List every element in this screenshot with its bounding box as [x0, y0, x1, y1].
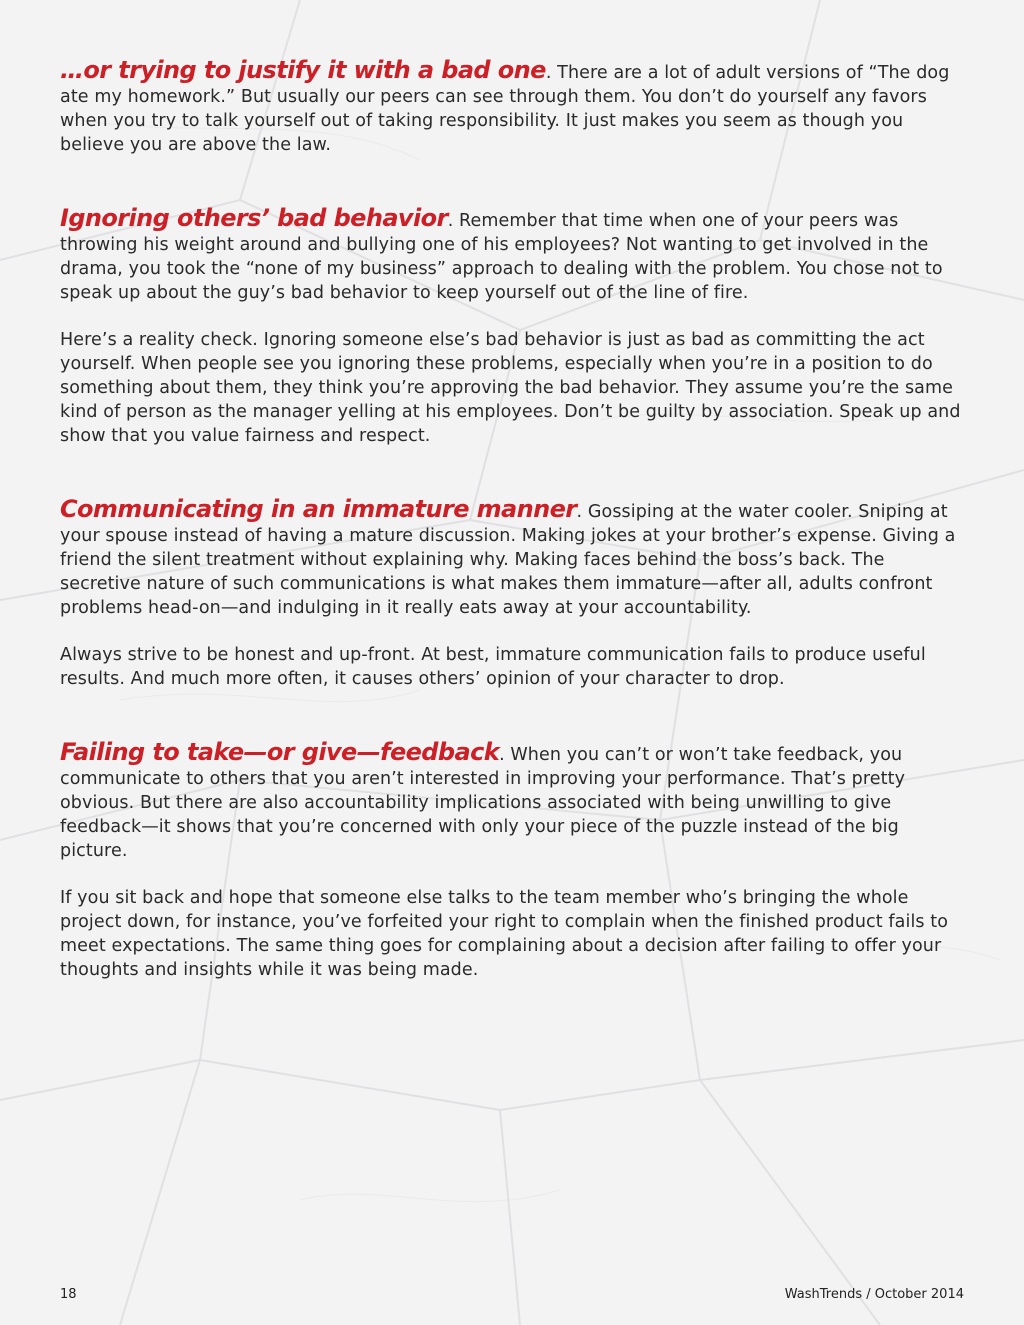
section-ignoring-text: . Remember that time when one of your peers was throwing his weight around and bullying one of his employees? Not wanting to get involved in the drama, you took the “none of my business” approach to dealing with the problem. You chose not to speak up about the guy’s bad behavior to keep yourself out of the line of fire.	[60, 211, 943, 303]
section-communicating-heading: Communicating in an immature manner	[60, 495, 577, 523]
section-feedback-heading: Failing to take—or give—feedback	[60, 738, 500, 766]
section-justify-heading: …or trying to justify it with a bad one	[60, 56, 546, 84]
section-justify-text: . There are a lot of adult versions of “The dog ate my homework.” But usually our peers can see through them. You don’t do yourself any favors when you try to talk yourself out of taking responsibility. It just makes you seem as though you believe you are above the law.	[60, 63, 950, 155]
section-ignoring-heading: Ignoring others’ bad behavior	[60, 204, 448, 232]
section-feedback-text: . When you can’t or won’t take feedback, you communicate to others that you aren’t interested in improving your performance. That’s pretty obvious. But there are also accountability implications associated with being unwilling to give feedback—it shows that you’re concerned with only your piece of the puzzle instead of the big picture.	[60, 745, 906, 861]
article-body	[60, 58, 970, 982]
section-justify-paragraph	[60, 58, 970, 157]
page-number: 18	[60, 1287, 77, 1302]
section-ignoring-paragraph-2: Here’s a reality check. Ignoring someone else’s bad behavior is just as bad as committing the act yourself. When people see you ignoring these problems, especially when you’re in a position to do something about them, they think you’re approving the bad behavior. They assume you’re the same kind of person as the manager yelling at his employees. Don’t be guilty by association. Speak up and show that you value fairness and respect.	[60, 330, 961, 446]
publication-info: WashTrends / October 2014	[784, 1287, 964, 1302]
section-communicating-text: . Gossiping at the water cooler. Sniping at your spouse instead of having a mature discussion. Making jokes at your brother’s expense. Giving a friend the silent treatment without explaining why. Making faces behind the boss’s back. The secretive nature of such communications is what makes them immature—after all, adults confront problems head-on—and indulging in it really eats away at your accountability.	[60, 502, 956, 618]
section-feedback-paragraph	[60, 740, 970, 863]
section-ignoring-paragraph	[60, 206, 970, 305]
section-communicating-paragraph-2: Always strive to be honest and up-front. At best, immature communication fails to produce useful results. And much more often, it causes others’ opinion of your character to drop.	[60, 645, 926, 689]
section-communicating-paragraph	[60, 497, 970, 620]
section-feedback-paragraph-2: If you sit back and hope that someone else talks to the team member who’s bringing the whole project down, for instance, you’ve forfeited your right to complain when the finished product fails to meet expectations. The same thing goes for complaining about a decision after failing to offer your thoughts and insights while it was being made.	[60, 888, 949, 980]
